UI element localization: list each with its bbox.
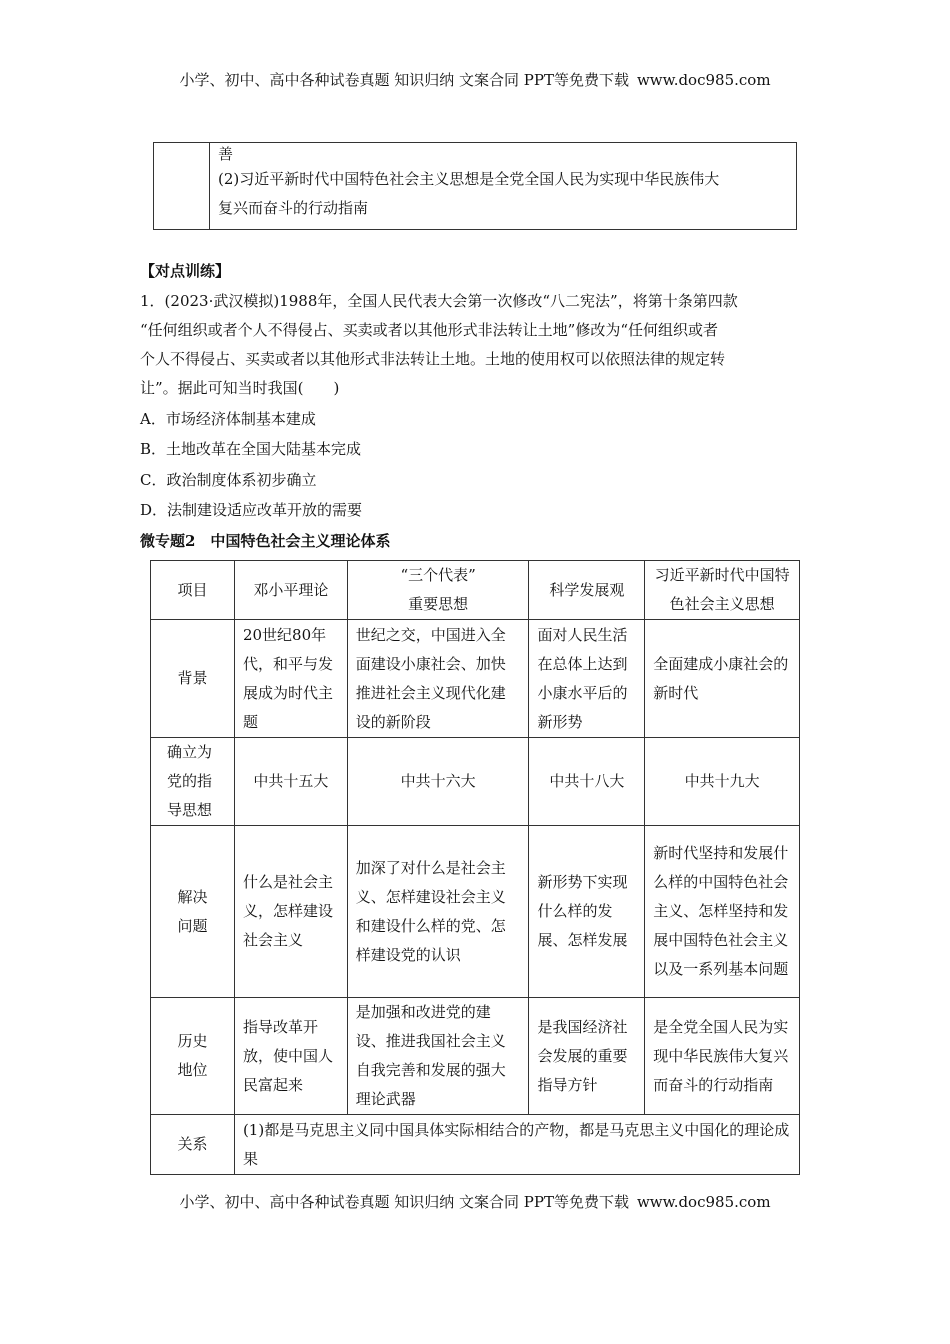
table-cell: 中共十六大	[347, 738, 529, 826]
row-label: 背景	[151, 620, 235, 738]
question-line: 让”。据此可知当时我国( )	[140, 379, 340, 397]
table-cell: 20世纪80年代，和平与发展成为时代主题	[234, 620, 347, 738]
table-row	[151, 620, 800, 738]
table-row	[151, 998, 800, 1115]
table-cell: 中共十五大	[234, 738, 347, 826]
table-cell: 是加强和改进党的建设、推进我国社会主义自我完善和发展的强大理论武器	[347, 998, 529, 1115]
footer-text: 小学、初中、高中各种试卷真题 知识归纳 文案合同 PPT等免费下载	[179, 1193, 629, 1211]
header-cell: 邓小平理论	[234, 561, 347, 620]
table-row-relation	[151, 1115, 800, 1175]
relation-cell: (1)都是马克思主义同中国具体实际相结合的产物，都是马克思主义中国化的理论成果	[234, 1115, 799, 1175]
question-line: “任何组织或者个人不得侵占、买卖或者以其他形式非法转让土地”修改为“任何组织或者	[140, 321, 719, 339]
footer-url[interactable]: www.doc985.com	[636, 1193, 771, 1211]
table-header-row	[151, 561, 800, 620]
table-cell: 是我国经济社会发展的重要指导方针	[529, 998, 645, 1115]
row-label: 确立为党的指导思想	[151, 738, 235, 826]
row-label: 关系	[151, 1115, 235, 1175]
table-cell: 什么是社会主义，怎样建设社会主义	[234, 826, 347, 998]
header-url[interactable]: www.doc985.com	[636, 71, 771, 89]
table-cell: 新形势下实现什么样的发展、怎样发展	[529, 826, 645, 998]
page-header	[0, 69, 950, 90]
option-d[interactable]: D．法制建设适应改革开放的需要	[140, 501, 363, 519]
table-row	[151, 738, 800, 826]
header-cell: 习近平新时代中国特色社会主义思想	[645, 561, 800, 620]
row-label: 解决问题	[151, 826, 235, 998]
table-cell: 指导改革开放，使中国人民富起来	[234, 998, 347, 1115]
top-box-line: 善	[218, 145, 234, 163]
header-cell: 项目	[151, 561, 235, 620]
table-cell: 中共十八大	[529, 738, 645, 826]
top-box-line: (2)习近平新时代中国特色社会主义思想是全党全国人民为实现中华民族伟大	[218, 170, 720, 188]
top-box-line: 复兴而奋斗的行动指南	[218, 199, 369, 217]
option-b[interactable]: B．土地改革在全国大陆基本完成	[140, 440, 362, 458]
top-box-table	[153, 142, 797, 230]
table-cell: 是全党全国人民为实现中华民族伟大复兴而奋斗的行动指南	[645, 998, 800, 1115]
row-label: 历史地位	[151, 998, 235, 1115]
top-box-content	[210, 143, 797, 230]
table-cell: 面对人民生活在总体上达到小康水平后的新形势	[529, 620, 645, 738]
option-a[interactable]: A．市场经济体制基本建成	[140, 410, 316, 428]
table-cell: 加深了对什么是社会主义、怎样建设社会主义和建设什么样的党、怎样建设党的认识	[347, 826, 529, 998]
table-cell: 新时代坚持和发展什么样的中国特色社会主义、怎样坚持和发展中国特色社会主义以及一系列基本问题	[645, 826, 800, 998]
table-cell: 中共十九大	[645, 738, 800, 826]
question-line: 1．(2023·武汉模拟)1988年，全国人民代表大会第一次修改“八二宪法”，将第十条第四款	[140, 292, 738, 310]
question-line: 个人不得侵占、买卖或者以其他形式非法转让土地。土地的使用权可以依照法律的规定转	[140, 350, 726, 368]
header-cell: “三个代表” 重要思想	[347, 561, 529, 620]
table-cell: 全面建成小康社会的新时代	[645, 620, 800, 738]
top-box-empty-cell	[154, 143, 210, 230]
header-cell: 科学发展观	[529, 561, 645, 620]
table-cell: 世纪之交，中国进入全面建设小康社会、加快推进社会主义现代化建设的新阶段	[347, 620, 529, 738]
section-title: 【对点训练】	[140, 262, 231, 280]
subtopic-title: 微专题2 中国特色社会主义理论体系	[140, 532, 391, 550]
table-row	[151, 826, 800, 998]
page-footer	[0, 1191, 950, 1212]
option-c[interactable]: C．政治制度体系初步确立	[140, 471, 317, 489]
theory-table	[150, 560, 800, 1175]
header-text: 小学、初中、高中各种试卷真题 知识归纳 文案合同 PPT等免费下载	[179, 71, 629, 89]
